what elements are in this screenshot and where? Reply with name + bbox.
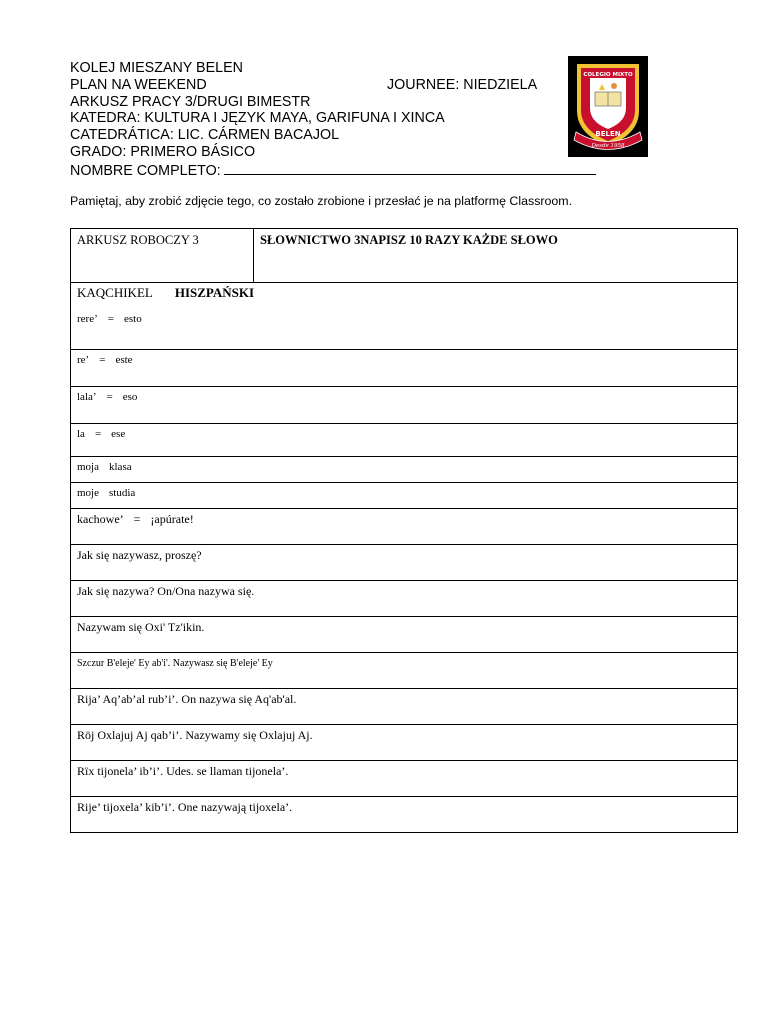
sentence-row: Nazywam się Oxi' Tz'ikin. <box>71 617 738 653</box>
school-logo <box>568 56 648 157</box>
name-row <box>70 161 596 180</box>
vocab-row: moje studia <box>71 483 738 509</box>
worksheet-title: ARKUSZ PRACY 3/DRUGI BIMESTR <box>70 93 311 110</box>
sentence-row: Rije’ tijoxela’ kib’i’. One nazywają tijoxela’. <box>71 797 738 833</box>
logo-bottom-text: BELEN <box>595 130 621 138</box>
vocab-row: re’ = este <box>71 350 738 387</box>
logo-top-text: COLEGIO MIXTO <box>583 72 633 78</box>
vocabulary-table <box>70 228 738 833</box>
sentence-row: Szczur B'eleje' Ey ab'i'. Nazywasz się B'eleje' Ey <box>71 653 738 689</box>
logo-ribbon-text: Desde 1958 <box>591 143 625 149</box>
sentence-row: Rija’ Aq’ab’al rub’i’. On nazywa się Aq'ab'al. <box>71 689 738 725</box>
journee-label: JOURNEE: NIEDZIELA <box>387 77 538 93</box>
worksheet-cell: ARKUSZ ROBOCZY 3 <box>71 229 254 283</box>
sentence-row: Röj Oxlajuj Aj qab’i’. Nazywamy się Oxlajuj Aj. <box>71 725 738 761</box>
department: KATEDRA: KULTURA I JĘZYK MAYA, GARIFUNA I XINCA <box>70 110 445 127</box>
school-name: KOLEJ MIESZANY BELEN <box>70 60 243 76</box>
column-header-row <box>71 283 738 350</box>
col-kaqchikel: KAQCHIKEL <box>77 285 153 300</box>
name-label: NOMBRE COMPLETO: <box>70 162 221 179</box>
vocab-row: rere’ = esto <box>77 313 142 325</box>
vocab-row: la = ese <box>71 424 738 457</box>
teacher: CATEDRÁTICA: LIC. CÁRMEN BACAJOL <box>70 127 340 144</box>
plan-title: PLAN NA WEEKEND <box>70 76 207 93</box>
table-header-row <box>71 229 738 283</box>
vocabulary-instruction-cell: SŁOWNICTWO 3NAPISZ 10 RAZY KAŻDE SŁOWO <box>254 229 738 283</box>
sentence-row: Rïx tijonela’ ib’i’. Udes. se llaman tijonela’. <box>71 761 738 797</box>
vocab-row: lala’ = eso <box>71 387 738 424</box>
instruction-note: Pamiętaj, aby zrobić zdjęcie tego, co zostało zrobione i przesłać je na platformę Classroom. <box>70 194 573 208</box>
vocab-row: kachowe’ = ¡apúrate! <box>71 509 738 545</box>
grade: GRADO: PRIMERO BÁSICO <box>70 143 256 160</box>
crest-icon <box>568 56 648 157</box>
col-spanish: HISZPAŃSKI <box>174 285 255 300</box>
vocab-row: moja klasa <box>71 457 738 483</box>
sentence-row: Jak się nazywa? On/Ona nazywa się. <box>71 581 738 617</box>
name-blank-line[interactable] <box>224 161 596 175</box>
sentence-row: Jak się nazywasz, proszę? <box>71 545 738 581</box>
